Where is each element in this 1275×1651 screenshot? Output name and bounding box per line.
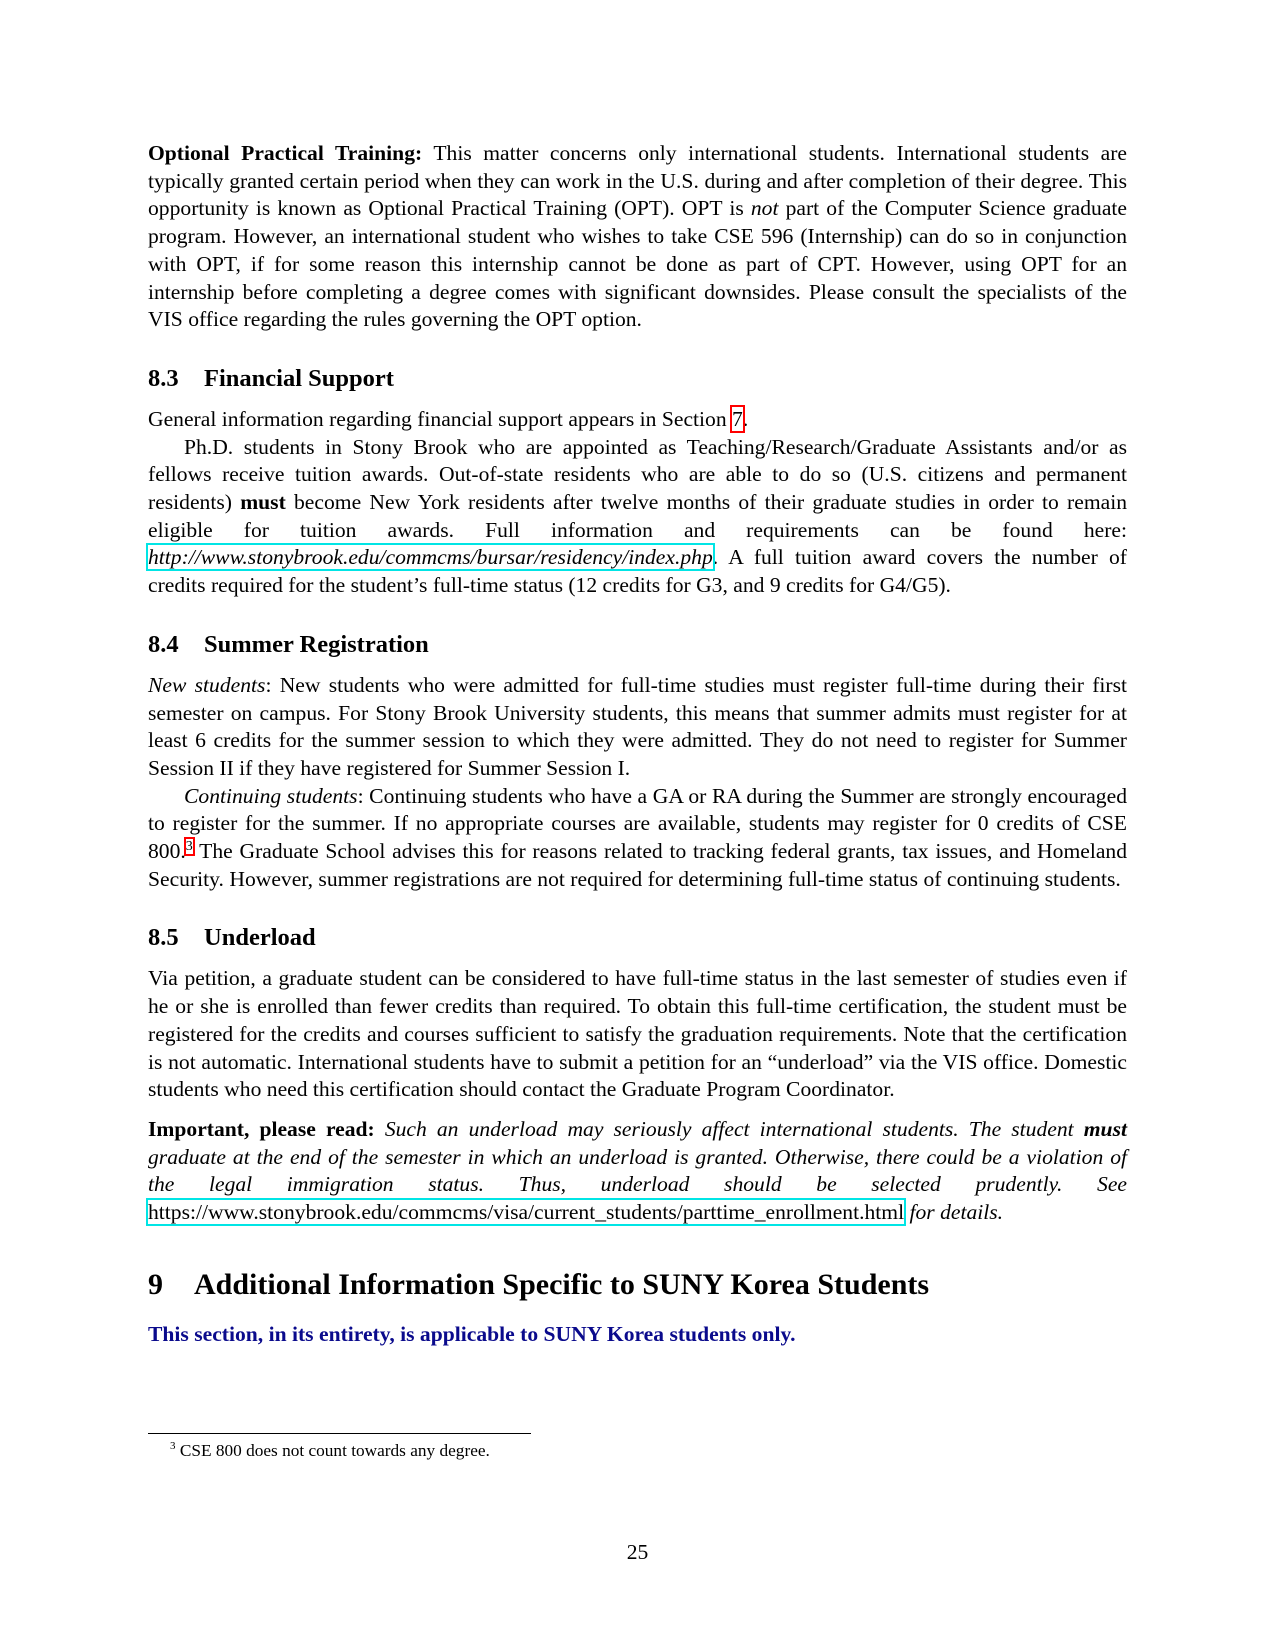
continuing-text: : Continuing students who have a GA or RA during the Summer are strongly encouraged to register for the summer. If no appropriate courses are available, students may register for 0 credits of CSE 800.	[148, 783, 1127, 864]
parttime-enrollment-url-link[interactable]: https://www.stonybrook.edu/commcms/visa/current_students/parttime_enrollment.html	[148, 1200, 905, 1225]
section-number: 8.5	[148, 924, 179, 952]
important-label: Important, please read:	[148, 1116, 375, 1141]
tuition-text-continued: become New York residents after twelve months of their graduate studies in order to remain eligible for tuition awards. Full information and requirements can be found here:	[148, 490, 1127, 542]
important-text-continued: graduate at the end of the semester in which an underload is granted. Otherwise, there could be a violation of the legal immigration status. Thus, underload should be selected prudently. See	[148, 1144, 1127, 1197]
important-text: Such an underload may seriously affect international students. The student	[374, 1116, 1084, 1141]
tuition-awards-paragraph	[148, 434, 1127, 600]
new-students-text: : New students who were admitted for full-time studies must register full-time during their first semester on campus. For Stony Brook University students, this means that summer admits must register for at least 6 credits for the summer session to which they were admitted. They do not need to register for Summer Session II if they have registered for Summer Session I.	[148, 672, 1127, 780]
section-9-heading	[148, 1267, 1127, 1303]
tuition-text-end: . A full tuition award covers the number of credits required for the student’s full-time status (12 credits for G3, and 9 credits for G4/G5).	[148, 545, 1127, 598]
footnote-mark: 3	[170, 1440, 176, 1453]
section-8-5-heading	[148, 923, 1127, 953]
section-number: 8.3	[148, 364, 179, 392]
footnote-3	[148, 1440, 1127, 1462]
new-students-label: New students	[148, 672, 266, 697]
must-emphasis: must	[1083, 1116, 1127, 1141]
intro-text: General information regarding financial support appears in Section	[148, 406, 733, 431]
footnote-3-link[interactable]: 3	[185, 838, 193, 854]
residency-url-link[interactable]: http://www.stonybrook.edu/commcms/bursar/residency/index.php	[148, 545, 713, 570]
opt-paragraph	[148, 140, 1127, 334]
important-text-end: for details.	[904, 1200, 1004, 1225]
intro-end: .	[742, 406, 749, 431]
section-number: 9	[148, 1267, 163, 1301]
continuing-text-continued: The Graduate School advises this for reasons related to tracking federal grants, tax issues, and Homeland Security. However, summer registrations are not required for determining full-time status of continuing students.	[148, 839, 1127, 891]
opt-text: This matter concerns only international students. International students are typically granted certain period when they can work in the U.S. during and after completion of their degree. This opportunity is known as Optional Practical Training (OPT). OPT is	[148, 141, 1128, 221]
section-8-4-heading	[148, 630, 1127, 660]
underload-paragraph: Via petition, a graduate student can be considered to have full-time status in the last semester of studies even if he or she is enrolled than fewer credits than required. To obtain this full-time certification, the student must be registered for the credits and courses sufficient to satisfy the graduation requirements. Note that the certification is not automatic. International students have to submit a petition for an “underload” via the VIS office. Domestic students who need this certification should contact the Graduate Program Coordinator.	[148, 966, 1127, 1102]
section-title: Financial Support	[204, 364, 394, 392]
suny-korea-note: This section, in its entirety, is applicable to SUNY Korea students only.	[148, 1321, 796, 1346]
must-emphasis: must	[240, 490, 286, 515]
section-8-3-heading	[148, 364, 1127, 394]
footnote-divider	[148, 1433, 531, 1434]
section-title: Summer Registration	[204, 630, 429, 658]
financial-support-intro	[148, 406, 1127, 434]
footnote-text: CSE 800 does not count towards any degree.	[175, 1441, 490, 1460]
important-notice-paragraph	[148, 1116, 1127, 1227]
opt-text-continued: part of the Computer Science graduate program. However, an international student who wishes to take CSE 596 (Internship) can do so in conjunction with OPT, if for some reason this internship cannot be done as part of CPT. However, using OPT for an internship before completing a degree comes with significant downsides. Please consult the specialists of the VIS office regarding the rules governing the OPT option.	[148, 196, 1127, 332]
section-number: 8.4	[148, 630, 179, 658]
new-students-paragraph	[148, 672, 1127, 783]
opt-emphasis: not	[750, 196, 779, 221]
section-title: Underload	[204, 924, 316, 952]
page-number: 25	[626, 1540, 649, 1564]
section-7-reference-link[interactable]: 7	[732, 406, 743, 431]
page-body	[148, 140, 1127, 1349]
continuing-students-paragraph	[148, 783, 1127, 894]
tuition-text: Ph.D. students in Stony Brook who are appointed as Teaching/Research/Graduate Assistants and/or as fellows receive tuition awards. Out-of-state residents who are able to do so (U.S. citizens and permanent residents)	[148, 434, 1127, 515]
continuing-students-label: Continuing students	[184, 783, 358, 808]
opt-runin-title: Optional Practical Training:	[148, 141, 423, 165]
section-title: Additional Information Specific to SUNY Korea Students	[194, 1267, 930, 1301]
